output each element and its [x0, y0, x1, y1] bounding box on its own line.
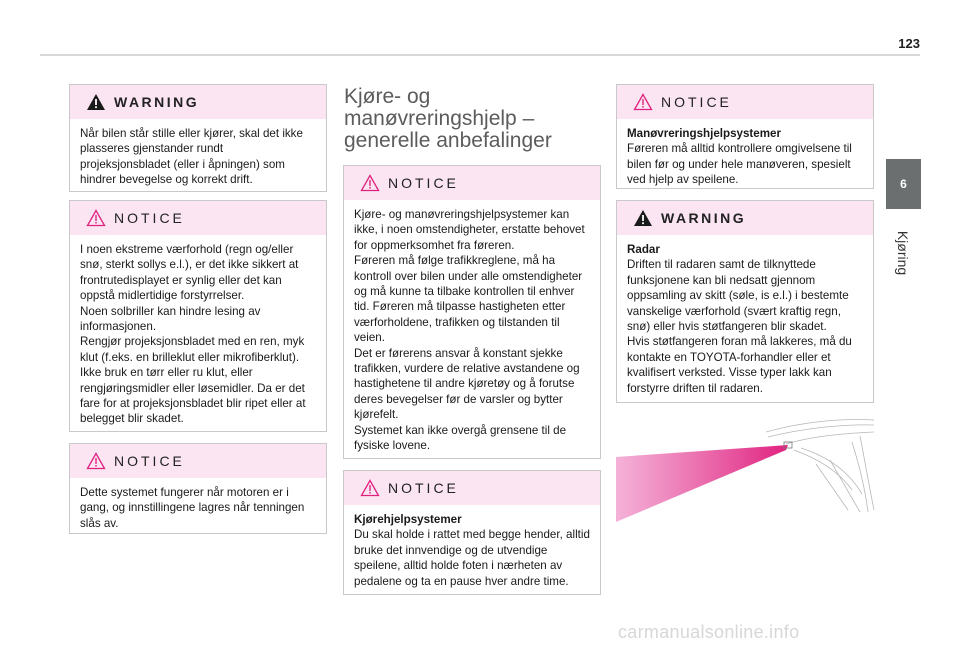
- paragraph: Føreren må følge trafikkreglene, må ha kontroll over bilen under alle omstendigheter og må kunne ta tilbake kontrollen til enhver tid. Føreren må tilpasse hastigheten etter værforholdene, trafikken og tilstanden til veien.: [354, 254, 583, 345]
- notice-outline-icon: [86, 209, 106, 227]
- notice-body: [344, 505, 600, 595]
- notice-box-header: [344, 471, 600, 505]
- paragraph: Det er førerens ansvar å konstant sjekke trafikken, vurdere de relative avstandene og hastighetene til andre kjøretøy og å forutse deres bevegelser før de varsler og bytter kjørefelt.: [354, 346, 580, 422]
- notice-box-1: [69, 200, 327, 432]
- watermark: carmanualsonline.info: [618, 622, 800, 642]
- paragraph: Du skal holde i rattet med begge hender, alltid bruke det innvendige og de utvendige speilene, alltid holde foten i nærheten av pedalene og ta en pause hver andre time.: [354, 528, 590, 588]
- warning-box-header: [70, 85, 326, 119]
- top-divider: [40, 54, 920, 56]
- notice-box-header: [70, 444, 326, 478]
- paragraph: Hvis støtfangeren foran må lakkeres, må du kontakte en TOYOTA-forhandler eller et kvalifisert verksted. Visse typer lakk kan forstyrre driften til radaren.: [627, 335, 852, 395]
- notice-box-4: [343, 470, 601, 595]
- notice-lead: Manøvreringshjelpsystemer: [627, 127, 781, 140]
- notice-outline-icon: [86, 452, 106, 470]
- paragraph: Systemet kan ikke overgå grensene til de fysiske lovene.: [354, 423, 567, 453]
- notice-box-header: [617, 85, 873, 119]
- warning-lead: Radar: [627, 243, 660, 256]
- notice-outline-icon: [633, 93, 653, 111]
- warning-box-2: [616, 200, 874, 403]
- section-title-line: manøvreringshjelp –: [344, 107, 535, 130]
- notice-box-header: [70, 201, 326, 235]
- warning-title: WARNING: [661, 210, 747, 226]
- chapter-label: Kjøring: [895, 230, 911, 276]
- warning-body: [617, 235, 873, 402]
- warning-filled-icon: [633, 209, 653, 227]
- paragraph: I noen ekstreme værforhold (regn og/eller snø, sterkt sollys e.l.), er det ikke sikkert at frontrutedisplayet er synlig eller det kan oppstå midlertidige forstyrrelser.: [80, 243, 299, 303]
- page-number: 123: [898, 36, 920, 51]
- notice-body: [617, 119, 873, 194]
- notice-outline-icon: [360, 174, 380, 192]
- notice-title: NOTICE: [388, 480, 459, 496]
- notice-title: NOTICE: [114, 210, 185, 226]
- paragraph: Når bilen står stille eller kjører, skal det ikke plasseres gjenstander rundt projeksjonsbladet (eller i åpningen) som hindrer bevegelse og korrekt drift.: [80, 127, 303, 187]
- chapter-tab[interactable]: 6: [886, 159, 921, 209]
- warning-filled-icon: [86, 93, 106, 111]
- section-title-line: Kjøre- og: [344, 85, 431, 108]
- section-title-line: generelle anbefalinger: [344, 129, 552, 152]
- notice-lead: Kjørehjelpsystemer: [354, 513, 462, 526]
- paragraph: Rengjør projeksjonsbladet med en ren, myk klut (f.eks. en brilleklut eller mikrofiberklut). Ikke bruk en tørr eller ru klut, eller rengjøringsmidler eller løsemidler. Da er det fare for at projeksjonsbladet blir ripet eller at belegget blir skadet.: [80, 335, 306, 426]
- notice-title: NOTICE: [114, 453, 185, 469]
- section-title: [344, 86, 594, 152]
- notice-body: [344, 200, 600, 460]
- radar-car-illustration: [616, 412, 876, 522]
- warning-box-header: [617, 201, 873, 235]
- paragraph: Dette systemet fungerer når motoren er i gang, og innstillingene lagres når tenningen slås av.: [80, 486, 305, 530]
- paragraph: Føreren må alltid kontrollere omgivelsene til bilen før og under hele manøveren, spesielt ved hjelp av speilene.: [627, 142, 852, 187]
- paragraph: Noen solbriller kan hindre lesing av informasjonen.: [80, 304, 261, 334]
- notice-box-header: [344, 166, 600, 200]
- paragraph: Driften til radaren samt de tilknyttede funksjonene kan bli nedsatt gjennom oppsamling av skitt (søle, is e.l.) i bestemte vanskelige værforhold (svært kraftig regn, snø) eller hvis støtfangeren blir skadet.: [627, 258, 849, 334]
- notice-box-5: [616, 84, 874, 189]
- notice-box-2: [69, 443, 327, 534]
- warning-box-1: [69, 84, 327, 192]
- notice-title: NOTICE: [388, 175, 459, 191]
- paragraph: Kjøre- og manøvreringshjelpsystemer kan ikke, i noen omstendigheter, erstatte behovet for oppmerksomhet fra føreren.: [354, 208, 585, 252]
- notice-body: [70, 235, 326, 433]
- notice-box-3: [343, 165, 601, 459]
- notice-outline-icon: [360, 479, 380, 497]
- notice-title: NOTICE: [661, 94, 732, 110]
- warning-title: WARNING: [114, 94, 200, 110]
- notice-body: [70, 478, 326, 537]
- warning-body: [70, 119, 326, 194]
